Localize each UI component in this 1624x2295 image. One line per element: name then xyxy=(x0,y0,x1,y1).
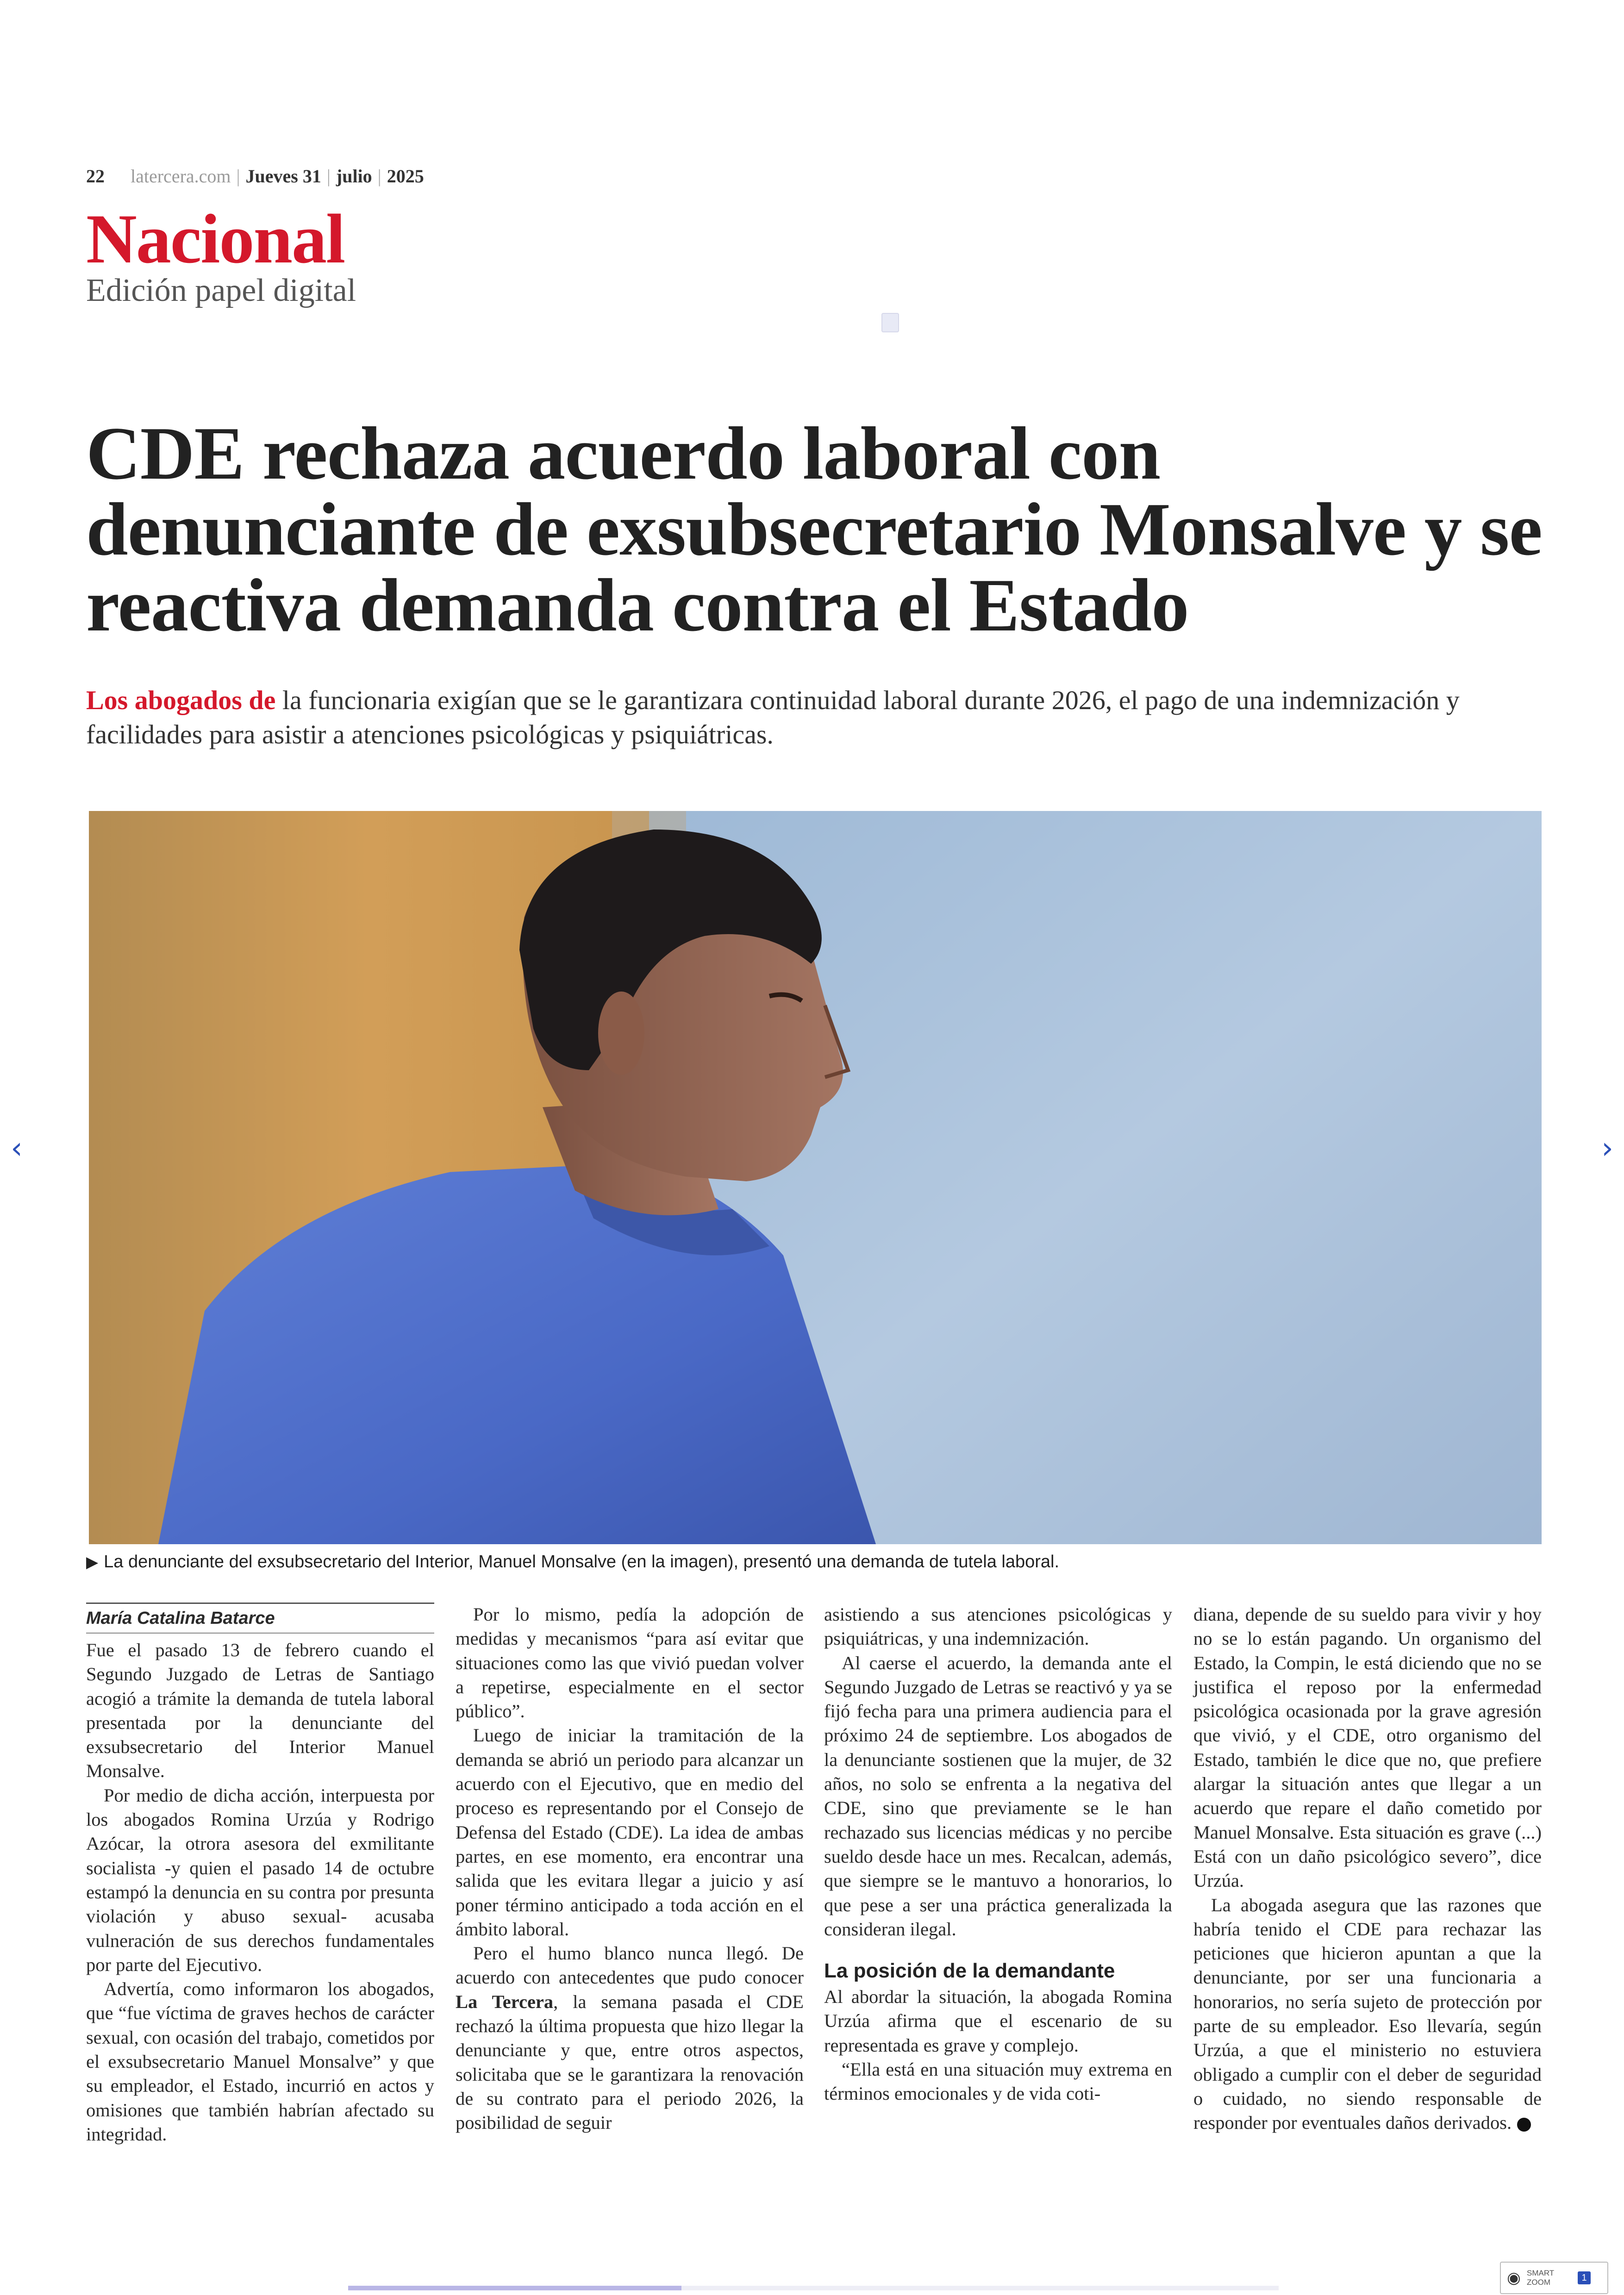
end-mark-icon xyxy=(1517,2118,1531,2132)
article-headline: CDE rechaza acuerdo laboral con denunciante de exsubsecretario Monsalve y se reactiva demanda contra el Estado xyxy=(86,412,1542,647)
paragraph: asistiendo a sus atenciones psicológicas y psiquiátricas, y una indemnización. xyxy=(824,1604,1172,1649)
paragraph: Advertía, como informaron los abogados, que “fue víctima de graves hechos de carácter sexual, con ocasión del trabajo, cometidos por el exsubsecretario Manuel Monsalve” y que su empleador, el Estado, incurrió en actos y omisiones que también habrían afectado su integridad. xyxy=(86,1978,434,2145)
newspaper-name: La Tercera xyxy=(456,1991,554,2012)
deck-text: la funcionaria exigían que se le garantizara continuidad laboral durante 2026, el pago de una indemnización y facilidades para asistir a atenciones psicológicas y psiquiátricas. xyxy=(86,685,1460,749)
next-page-button[interactable] xyxy=(1593,1128,1621,1169)
article-column-2 xyxy=(456,1603,804,2135)
page-marker-icon[interactable] xyxy=(881,313,899,332)
chevron-left-icon: ‹ xyxy=(11,1131,23,1166)
edition-label: Edición papel digital xyxy=(86,273,356,308)
paragraph: “Ella está en una situación muy extrema en términos emocionales y de vida coti- xyxy=(824,2059,1172,2104)
section-subhead: La posición de la demandante xyxy=(824,1959,1115,1983)
date-year: 2025 xyxy=(387,165,424,187)
page-scroll-progress[interactable] xyxy=(348,2286,1279,2290)
article-column-4 xyxy=(1193,1603,1542,2135)
paragraph: Fue el pasado 13 de febrero cuando el Segundo Juzgado de Letras de Santiago acogió a trámite la demanda de tutela laboral presentada por la denunciante del exsubsecretario del Interior Manuel Monsalve. xyxy=(86,1640,434,1782)
paragraph: Pero el humo blanco nunca llegó. De acuerdo con antecedentes que pudo conocer La Tercera, la semana pasada el CDE rechazó la última propuesta que hizo llegar la denunciante y que, entre otros aspectos, solicitaba que se le garantizara la renovación de su contrato para el periodo 2026, la posibilidad de seguir xyxy=(456,1943,804,2133)
page-number: 22 xyxy=(86,165,105,187)
paragraph: diana, depende de su sueldo para vivir y hoy no se lo están pagando. Un organismo del Estado, la Compin, le está diciendo que no se justifica el reposo por la enfermedad psicológica ocasionada por la grave agresión que vivió, y el CDE, otro organismo del Estado, también le dice que no, que prefiere alargar la situación antes que llegar a un acuerdo que repare el daño cometido por Manuel Monsalve. Esta situación es grave (...) Está con un daño psicológico severo”, dice Urzúa. xyxy=(1193,1604,1542,1891)
smart-zoom-button[interactable] xyxy=(1500,2262,1608,2294)
chevron-right-icon: › xyxy=(1601,1131,1613,1166)
article-column-1 xyxy=(86,1603,434,2146)
article-column-3 xyxy=(824,1603,1172,2106)
smart-zoom-label: SMART ZOOM xyxy=(1527,2269,1554,2287)
page-masthead: 22 latercera.com | Jueves 31 | julio | 2025 xyxy=(86,165,424,187)
eye-icon: ◉ xyxy=(1507,2269,1521,2287)
byline: María Catalina Batarce xyxy=(86,1603,434,1634)
article-photo xyxy=(89,811,1542,1544)
caption-arrow-icon: ▶ xyxy=(86,1553,99,1571)
smart-zoom-badge: 1 xyxy=(1578,2271,1591,2284)
deck-lead: Los abogados de xyxy=(86,685,276,715)
section-title: Nacional xyxy=(86,200,345,278)
date-month: julio xyxy=(336,165,372,187)
previous-page-button[interactable] xyxy=(3,1128,31,1169)
paragraph: Por lo mismo, pedía la adopción de medidas y mecanismos “para así evitar que situaciones como las que vivió puedan volver a repetirse, especialmente en el sector público”. xyxy=(456,1604,804,1722)
date-day: Jueves 31 xyxy=(245,165,321,187)
site-name: latercera.com xyxy=(131,165,231,187)
paragraph: Al abordar la situación, la abogada Romina Urzúa afirma que el escenario de su representada es grave y complejo. xyxy=(824,1986,1172,2056)
paragraph: La abogada asegura que las razones que habría tenido el CDE para rechazar las peticiones que hicieron apuntan a que la denunciante, por ser una funcionaria a honorarios, no sería sujeto de protección por parte de su empleador. Eso llevaría, según Urzúa, a que el ministerio no estuviera obligado a cumplir con el deber de seguridad o cuidado, no siendo responsable de responder por eventuales daños derivados. xyxy=(1193,1894,1542,2133)
paragraph: Al caerse el acuerdo, la demanda ante el Segundo Juzgado de Letras se reactivó y ya se fijó fecha para una primera audiencia para el próximo 24 de septiembre. Los abogados de la denunciante sostienen que la mujer, de 32 años, no solo se enfrenta a la negativa del CDE, sino que previamente se le han rechazado sus licencias médicas y no percibe sueldo desde hace un mes. Recalcan, además, que siempre se le mantuvo a honorarios, lo que pese a ser una práctica generalizada la consideran ilegal. xyxy=(824,1652,1172,1940)
article-deck xyxy=(86,683,1530,752)
photo-illustration xyxy=(89,811,1542,1544)
progress-fill xyxy=(348,2286,681,2290)
photo-caption: ▶ La denunciante del exsubsecretario del Interior, Manuel Monsalve (en la imagen), presentó una demanda de tutela laboral. xyxy=(86,1552,1060,1572)
paragraph: Por medio de dicha acción, interpuesta por los abogados Romina Urzúa y Rodrigo Azócar, la otrora asesora del exmilitante socialista -y quien el pasado 14 de octubre estampó la denuncia en su contra por presunta violación y abuso sexual- acusaba vulneración de sus derechos fundamentales por parte del Ejecutivo. xyxy=(86,1784,434,1975)
paragraph: Luego de iniciar la tramitación de la demanda se abrió un periodo para alcanzar un acuerdo con el Ejecutivo, que en medio del proceso es representando por el Consejo de Defensa del Estado (CDE). La idea de ambas partes, en ese momento, era encontrar una salida que les evitara llegar a juicio y así poner término anticipado a toda acción en el ámbito laboral. xyxy=(456,1725,804,1940)
